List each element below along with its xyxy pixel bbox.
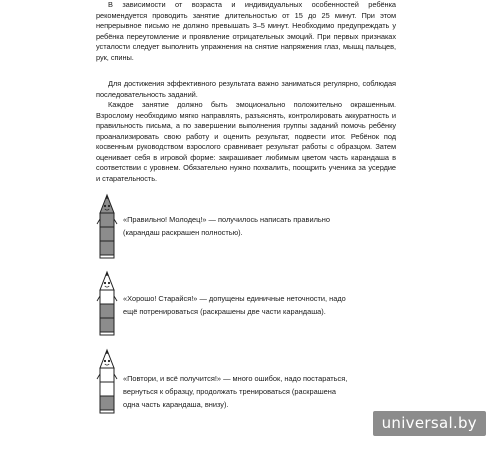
pencil-segment-2 [100,382,114,396]
pencil-eye-left [104,360,106,362]
pencil-segment-3 [100,396,114,410]
pencil-eye-right [108,205,110,207]
paragraph-regularity: Для достижения эффективного результата важно заниматься регулярно, соблюдая последовательность заданий. [96,79,396,99]
paragraph-regularity-wrap [96,79,396,100]
pencil-cap [100,332,114,335]
pencil-full-icon [96,193,118,259]
pencil-eye-right [108,360,110,362]
pencil-segment-2 [100,227,114,241]
pencil-segment-1 [100,213,114,227]
paragraph-duration: В зависимости от возраста и индивидуальных особенностей ребёнка рекомендуется проводить занятие длительностью от 15 до 25 минут. При этом непрерывное письмо не должно превышать 3–5 минут. Необходимо предупреждать у ребёнка переутомление и проявление отрицательных эмоций. При первых признаках усталости следует выполнить упражнения на снятие напряжения глаз, мышц пальцев, рук, спины. [96,0,396,62]
pencil-segment-1 [100,368,114,382]
pencil-cap [100,410,114,413]
pencil-eye-left [104,282,106,284]
pencil-two-parts-icon [96,270,118,336]
pencil-cap [100,255,114,258]
legend-text-excellent: «Правильно! Молодец!» — получилось написать правильно (карандаш раскрашен полностью). [123,215,330,237]
pencil-segment-1 [100,290,114,304]
pencil-segment-3 [100,318,114,332]
pencil-segment-2 [100,304,114,318]
legend-text-good: «Хорошо! Старайся!» — допущены единичные неточности, надо ещё потренироваться (раскрашены две части карандаша). [123,294,346,316]
legend-text-repeat: «Повтори, и всё получится!» — много ошибок, надо постараться, вернуться к образцу, продолжать тренироваться (раскрашена одна часть карандаша, внизу). [123,374,348,409]
instructions-text [96,0,396,63]
pencil-segment-3 [100,241,114,255]
paragraph-emotion-wrap [96,100,396,184]
pencil-eye-left [104,205,106,207]
paragraph-emotion: Каждое занятие должно быть эмоционально положительно окрашенным. Взрослому необходимо мягко направлять, разъяснять, контролировать аккуратность и правильность письма, а по завершении выполнения группы заданий помочь ребёнку проанализировать свою работу и оценить результат, подвести итог. Ребёнок под косвенным руководством взрослого сравнивает результат работы с образцом. Затем оценивает себя в игровой форме: закрашивает любимым цветом часть карандаша в соответствии с уровнем. Обязательно нужно похвалить, поощрить ученика за усердие и старательность. [96,100,396,183]
pencil-one-part-icon [96,348,118,414]
watermark: universal.by [373,411,486,436]
pencil-eye-right [108,282,110,284]
